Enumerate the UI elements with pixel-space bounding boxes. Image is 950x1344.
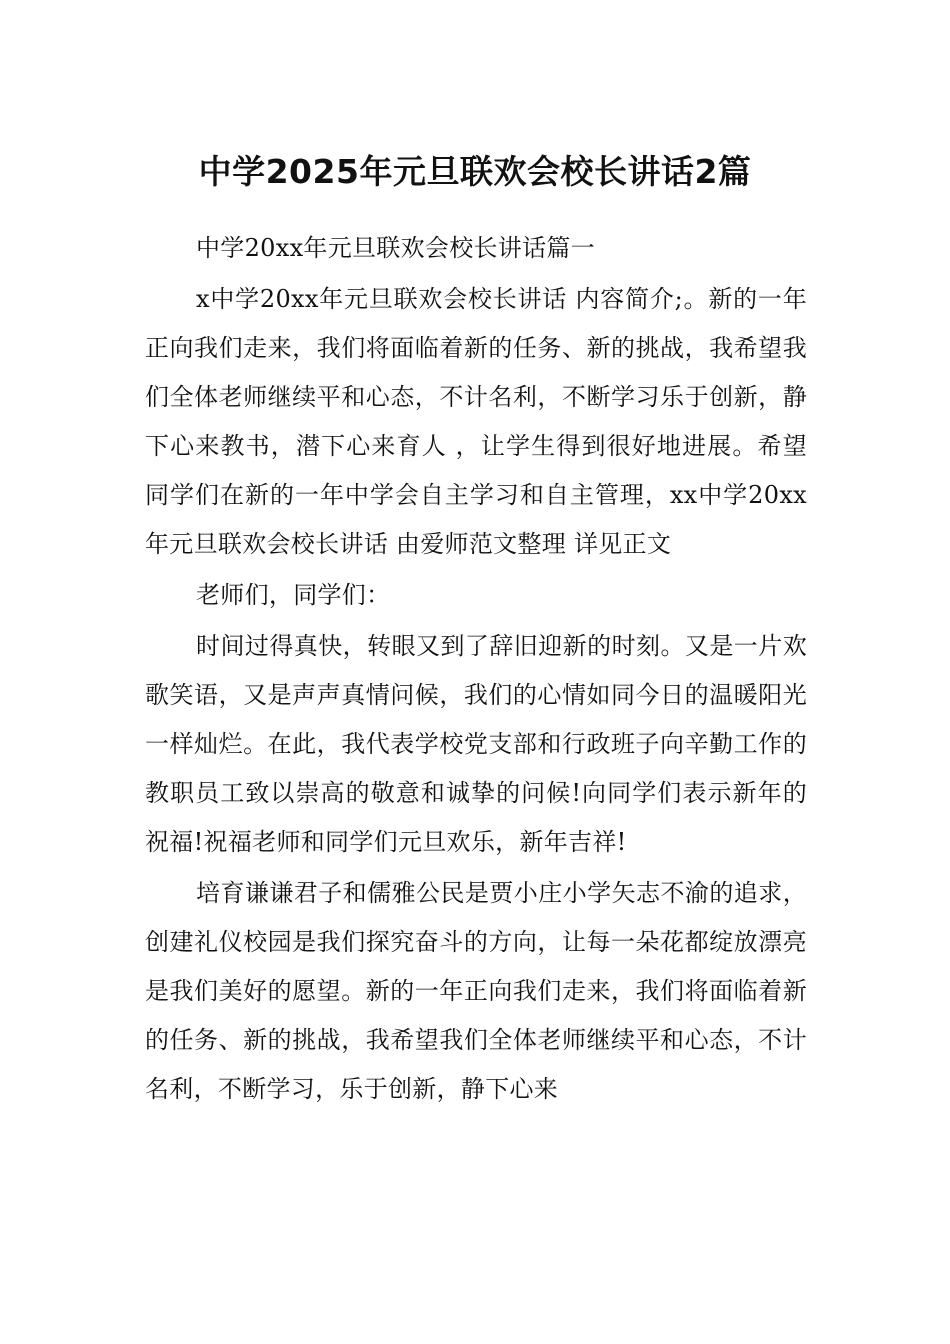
document-body: [145, 224, 807, 1114]
document-title: 中学2025年元旦联欢会校长讲话2篇: [198, 152, 752, 192]
paragraph-goals: 培育谦谦君子和儒雅公民是贾小庄小学矢志不渝的追求，创建礼仪校园是我们探究奋斗的方向，让每一朵花都绽放漂亮是我们美好的愿望。新的一年正向我们走来，我们将面临着新的任务、新的挑战，我希望我们全体老师继续平和心态，不计名利，不断学习，乐于创新，静下心来: [145, 879, 807, 1103]
paragraph-salutation: 老师们，同学们：: [196, 581, 391, 609]
paragraph-summary: x中学20xx年元旦联欢会校长讲话 内容简介;。新的一年正向我们走来，我们将面临着新的任务、新的挑战，我希望我们全体老师继续平和心态，不计名利，不断学习乐于创新，静下心来教书，潜下心来育人 ，让学生得到很好地进展。希望同学们在新的一年中学会自主学习和自主管理，xx中学20xx年元旦联欢会校长讲话 由爱师范文整理 详见正文: [145, 285, 807, 558]
paragraph-section-heading: 中学20xx年元旦联欢会校长讲话篇一: [196, 234, 596, 262]
paragraph-greeting: 时间过得真快，转眼又到了辞旧迎新的时刻。又是一片欢歌笑语，又是声声真情问候，我们的心情如同今日的温暖阳光一样灿烂。在此，我代表学校党支部和行政班子向辛勤工作的教职员工致以崇高的敬意和诚挚的问候!向同学们表示新年的祝福!祝福老师和同学们元旦欢乐，新年吉祥!: [145, 632, 807, 856]
